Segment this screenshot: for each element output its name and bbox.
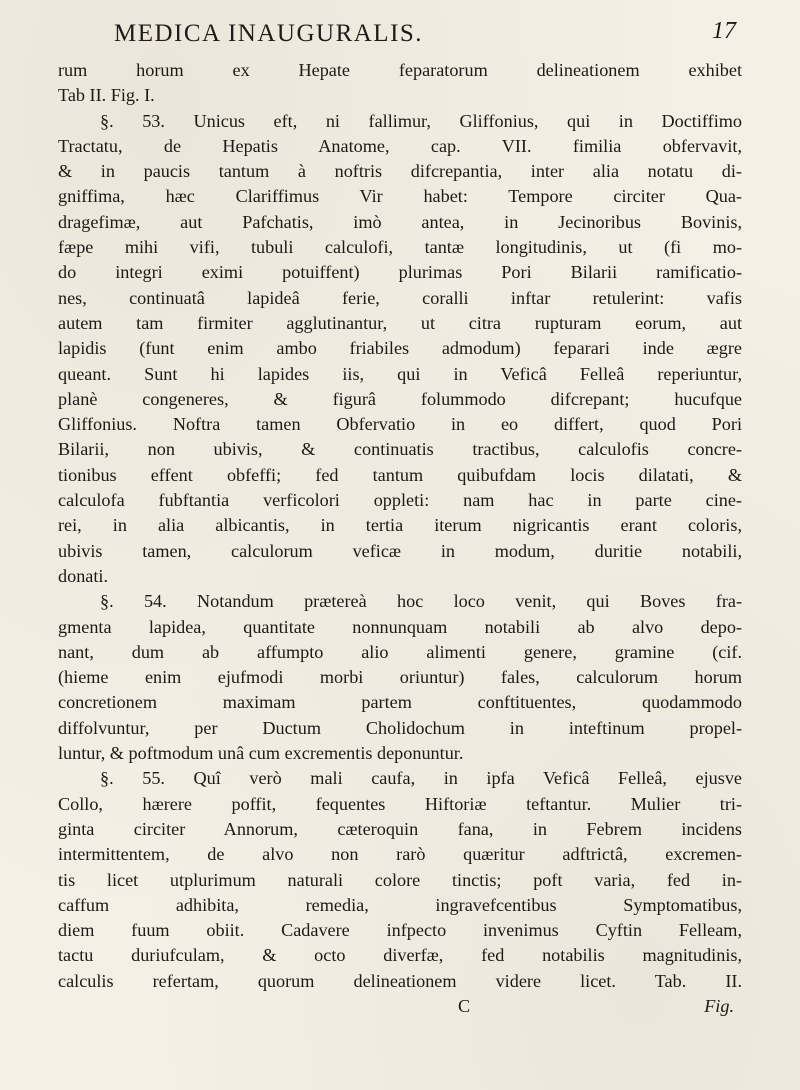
text-line: (hieme enim ejufmodi morbi oriuntur) fales, calculorum horum bbox=[58, 667, 742, 688]
text-line: rum horum ex Hepate feparatorum delineationem exhibet bbox=[58, 60, 742, 80]
section-53-start: §. 53. Unicus eft, ni fallimur, Gliffonius, qui in Doctiffimo bbox=[100, 110, 742, 131]
catchword: Fig. bbox=[704, 995, 734, 1016]
text-line: queant. Sunt hi lapides iis, qui in Veficâ Felleâ reperiuntur, bbox=[58, 363, 742, 384]
text-line: ubivis tamen, calculorum veficæ in modum, duritie notabili, bbox=[58, 540, 742, 561]
text-line: fæpe mihi vifi, tubuli calculofi, tantæ longitudinis, ut (fi mo- bbox=[58, 237, 742, 258]
section-55-start: §. 55. Quî verò mali caufa, in ipfa Veficâ Felleâ, ejusve bbox=[100, 768, 742, 789]
text-line: tactu duriufculam, & octo diverfæ, fed notabilis magnitudinis, bbox=[58, 945, 742, 966]
text-line: caffum adhibita, remedia, ingravefcentibus Symptomatibus, bbox=[58, 894, 742, 915]
signature-mark: C bbox=[458, 995, 471, 1016]
text-line: dragefimæ, aut Pafchatis, imò antea, in Jecinoribus Bovinis, bbox=[58, 211, 742, 232]
text-line: Tractatu, de Hepatis Anatome, cap. VII. fimilia obfervavit, bbox=[58, 135, 742, 156]
text-line: tis licet utplurimum naturali colore tinctis; poft varia, fed in- bbox=[58, 869, 742, 890]
text-line: & in paucis tantum à noftris difcrepantia, inter alia notatu di- bbox=[58, 161, 742, 182]
footer-row bbox=[58, 994, 742, 1019]
text-line: concretionem maximam partem conftituentes, quodammodo bbox=[58, 692, 742, 713]
text-line: calculis refertam, quorum delineationem videre licet. Tab. II. bbox=[58, 970, 742, 991]
text-line: gniffima, hæc Clariffimus Vir habet: Tempore circiter Qua- bbox=[58, 186, 742, 207]
text-line: intermittentem, de alvo non rarò quæritur adftrictâ, excremen- bbox=[58, 844, 742, 865]
text-line: diffolvuntur, per Ductum Cholidochum in inteftinum propel- bbox=[58, 717, 742, 738]
text-line: calculofa fubftantia verficolori oppleti: nam hac in parte cine- bbox=[58, 490, 742, 511]
text-line: planè congeneres, & figurâ folummodo difcrepant; hucufque bbox=[58, 388, 742, 409]
text-line: Bilarii, non ubivis, & continuatis tractibus, calculofis concre- bbox=[58, 439, 742, 460]
text-line: diem fuum obiit. Cadavere infpecto invenimus Cyftin Felleam, bbox=[58, 920, 742, 941]
text-line: Collo, hærere poffit, fequentes Hiftoriæ teftantur. Mulier tri- bbox=[58, 793, 742, 814]
text-line: do integri eximi potuiffent) plurimas Pori Bilarii ramificatio- bbox=[58, 262, 742, 283]
plate-reference: Tab II. Fig. I. bbox=[58, 85, 155, 106]
text-line: Gliffonius. Noftra tamen Obfervatio in eo differt, quod Pori bbox=[58, 414, 742, 435]
body-text bbox=[58, 58, 742, 1019]
section-54-start: §. 54. Notandum prætereà hoc loco venit, qui Boves fra- bbox=[100, 591, 742, 612]
text-line: autem tam firmiter agglutinantur, ut citra rupturam eorum, aut bbox=[58, 312, 742, 333]
text-line: lapidis (funt enim ambo friabiles admodum) feparari inde ægre bbox=[58, 338, 742, 359]
text-line: ginta circiter Annorum, cæteroquin fana, in Febrem incidens bbox=[58, 818, 742, 839]
page-number: 17 bbox=[712, 18, 736, 44]
page-header bbox=[96, 14, 736, 54]
text-line: nant, dum ab affumpto alio alimenti genere, gramine (cif. bbox=[58, 641, 742, 662]
text-line: nes, continuatâ lapideâ ferie, coralli inftar retulerint: vafis bbox=[58, 287, 742, 308]
text-line: tionibus effent obfeffi; fed tantum quibufdam locis dilatati, & bbox=[58, 464, 742, 485]
running-head: MEDICA INAUGURALIS. bbox=[114, 20, 424, 47]
text-line: luntur, & poftmodum unâ cum excrementis deponuntur. bbox=[58, 743, 464, 764]
text-line: rei, in alia albicantis, in tertia iterum nigricantis erant coloris, bbox=[58, 515, 742, 536]
text-line: donati. bbox=[58, 565, 109, 586]
text-line: gmenta lapidea, quantitate nonnunquam notabili ab alvo depo- bbox=[58, 616, 742, 637]
